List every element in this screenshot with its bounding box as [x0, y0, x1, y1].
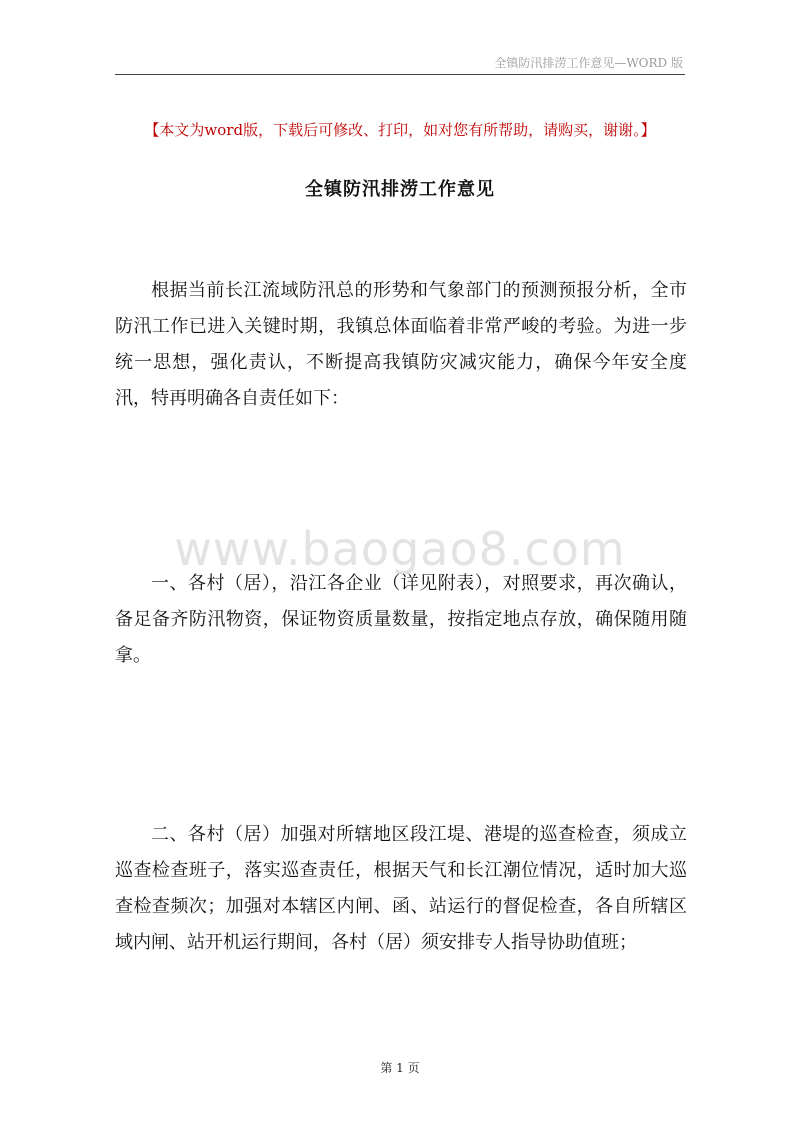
running-header: 全镇防汛排涝工作意见—WORD 版 [494, 56, 683, 70]
paragraph-item-2: 二、各村（居）加强对所辖地区段江堤、港堤的巡查检查，须成立巡查检查班子，落实巡查责任，根据天气和长江潮位情况，适时加大巡查检查频次；加强对本辖区内闸、函、站运行的督促检查，各自所辖区域内闸、站开机运行期间，各村（居）须安排专人指导协助值班； [115, 824, 687, 953]
paragraph-item-1: 一、各村（居），沿江各企业（详见附表），对照要求，再次确认，备足备齐防汛物资，保证物资质量数量，按指定地点存放，确保随用随拿。 [115, 573, 687, 666]
watermark: www.baogao8.com [174, 522, 626, 576]
paragraph-intro: 根据当前长江流域防汛总的形势和气象部门的预测预报分析，全市防汛工作已进入关键时期，我镇总体面临着非常严峻的考验。为进一步统一思想，强化责认，不断提高我镇防灾减灾能力，确保今年安全度汛，特再明确各自责任如下： [115, 280, 687, 409]
page-number: 第 1 页 [380, 1061, 420, 1075]
download-notice: 【本文为word版，下载后可修改、打印，如对您有所帮助，请购买，谢谢。】 [144, 121, 656, 139]
document-title: 全镇防汛排涝工作意见 [305, 179, 495, 200]
header-divider [115, 74, 685, 75]
